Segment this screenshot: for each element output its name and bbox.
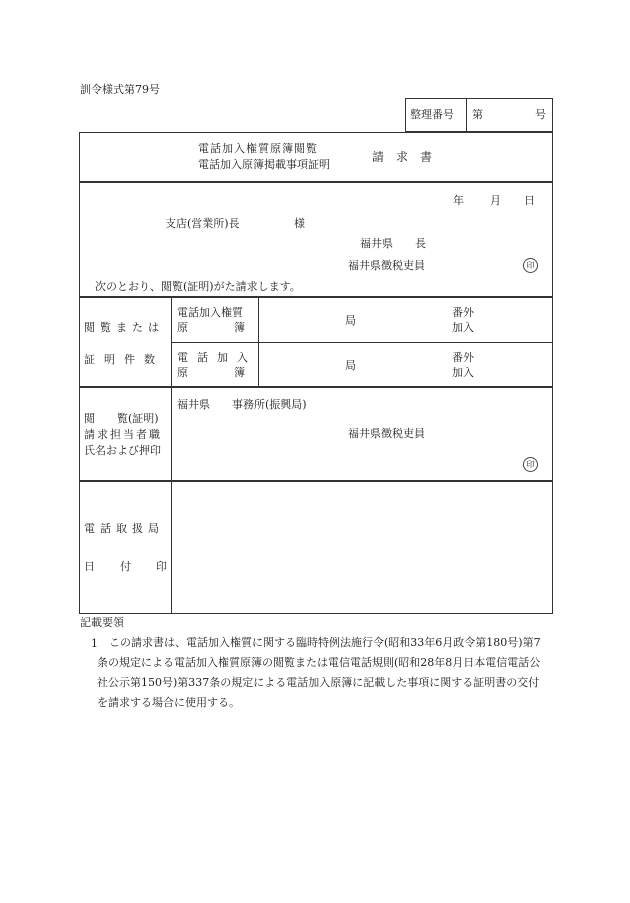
row1-type-line1: 電話加入権質 — [177, 306, 243, 319]
count-label-text1: 閲覧または — [84, 321, 164, 334]
count-label-line2: 証明件数 — [84, 353, 164, 366]
date-year[interactable]: 年 — [453, 194, 464, 207]
title-main: 請 求 書 — [372, 150, 433, 164]
notes-item1-text: この請求書は、電話加入権質に関する臨時特例法施行令(昭和33年6月政令第180号)第7条の規定による電話加入権質原簿の閲覧または電信電話規則(昭和28年8月日本電信電話公社公示第150号)第337条の規定による電話加入原簿に記載した事項に関する証明書の交付を請求する場合に使用する。 — [97, 636, 541, 709]
staff-label-line2: 請求担当者職 — [84, 428, 162, 441]
row2-type-line1: 電話加入 — [177, 351, 257, 364]
rule-after-title — [79, 181, 553, 183]
staff-office[interactable]: 福井県 事務所(振興局) — [177, 398, 307, 411]
request-sentence: 次のとおり、閲覧(証明)がた請求します。 — [95, 280, 301, 293]
row2-ext1[interactable]: 番外 — [452, 351, 474, 364]
filing-suffix: 号 — [535, 108, 546, 121]
staff-label-line1: 閲 覧(証明) — [84, 412, 159, 425]
filing-prefix[interactable]: 第 — [472, 108, 483, 121]
stamp-label-line2: 日付印 — [84, 560, 192, 573]
stamp-label-line1: 電話取扱局 — [84, 522, 164, 535]
date-stamp-area[interactable] — [172, 482, 552, 613]
sender-collector: 福井県徴税吏員 — [348, 259, 425, 272]
row2-bureau[interactable]: 局 — [345, 359, 356, 372]
title-line2: 電話加入原簿掲載事項証明 — [198, 158, 330, 171]
date-month[interactable]: 月 — [490, 194, 501, 207]
addressee-office: 支店(営業所)長 — [165, 217, 240, 230]
row2-type-line2: 原簿 — [177, 366, 291, 379]
staff-seal-icon[interactable]: 印 — [523, 457, 538, 472]
row1-type-line2: 原簿 — [177, 321, 291, 334]
count-label-line1 — [84, 322, 166, 333]
title-line1: 電話加入権質原簿閲覧 — [198, 142, 318, 155]
date-day[interactable]: 日 — [524, 194, 535, 207]
count-row-divider — [171, 342, 553, 343]
seal-icon[interactable]: 印 — [523, 258, 538, 273]
rule-after-request — [79, 296, 553, 298]
sender-governor: 福井県 長 — [360, 237, 426, 250]
row1-bureau[interactable]: 局 — [345, 314, 356, 327]
notes-heading: 記載要領 — [80, 616, 124, 629]
notes-item1-number: 1 — [91, 637, 98, 650]
filing-divider — [466, 98, 467, 132]
filing-label: 整理番号 — [410, 108, 454, 121]
row2-ext2[interactable]: 加入 — [452, 366, 474, 379]
row1-ext2[interactable]: 加入 — [452, 321, 474, 334]
rule-after-count — [79, 386, 553, 388]
staff-label-line3: 氏名および押印 — [84, 444, 161, 457]
form-number: 訓令様式第79号 — [80, 83, 160, 96]
addressee-honorific: 様 — [294, 217, 305, 230]
row1-ext1[interactable]: 番外 — [452, 306, 474, 319]
staff-collector[interactable]: 福井県徴税吏員 — [348, 427, 425, 440]
